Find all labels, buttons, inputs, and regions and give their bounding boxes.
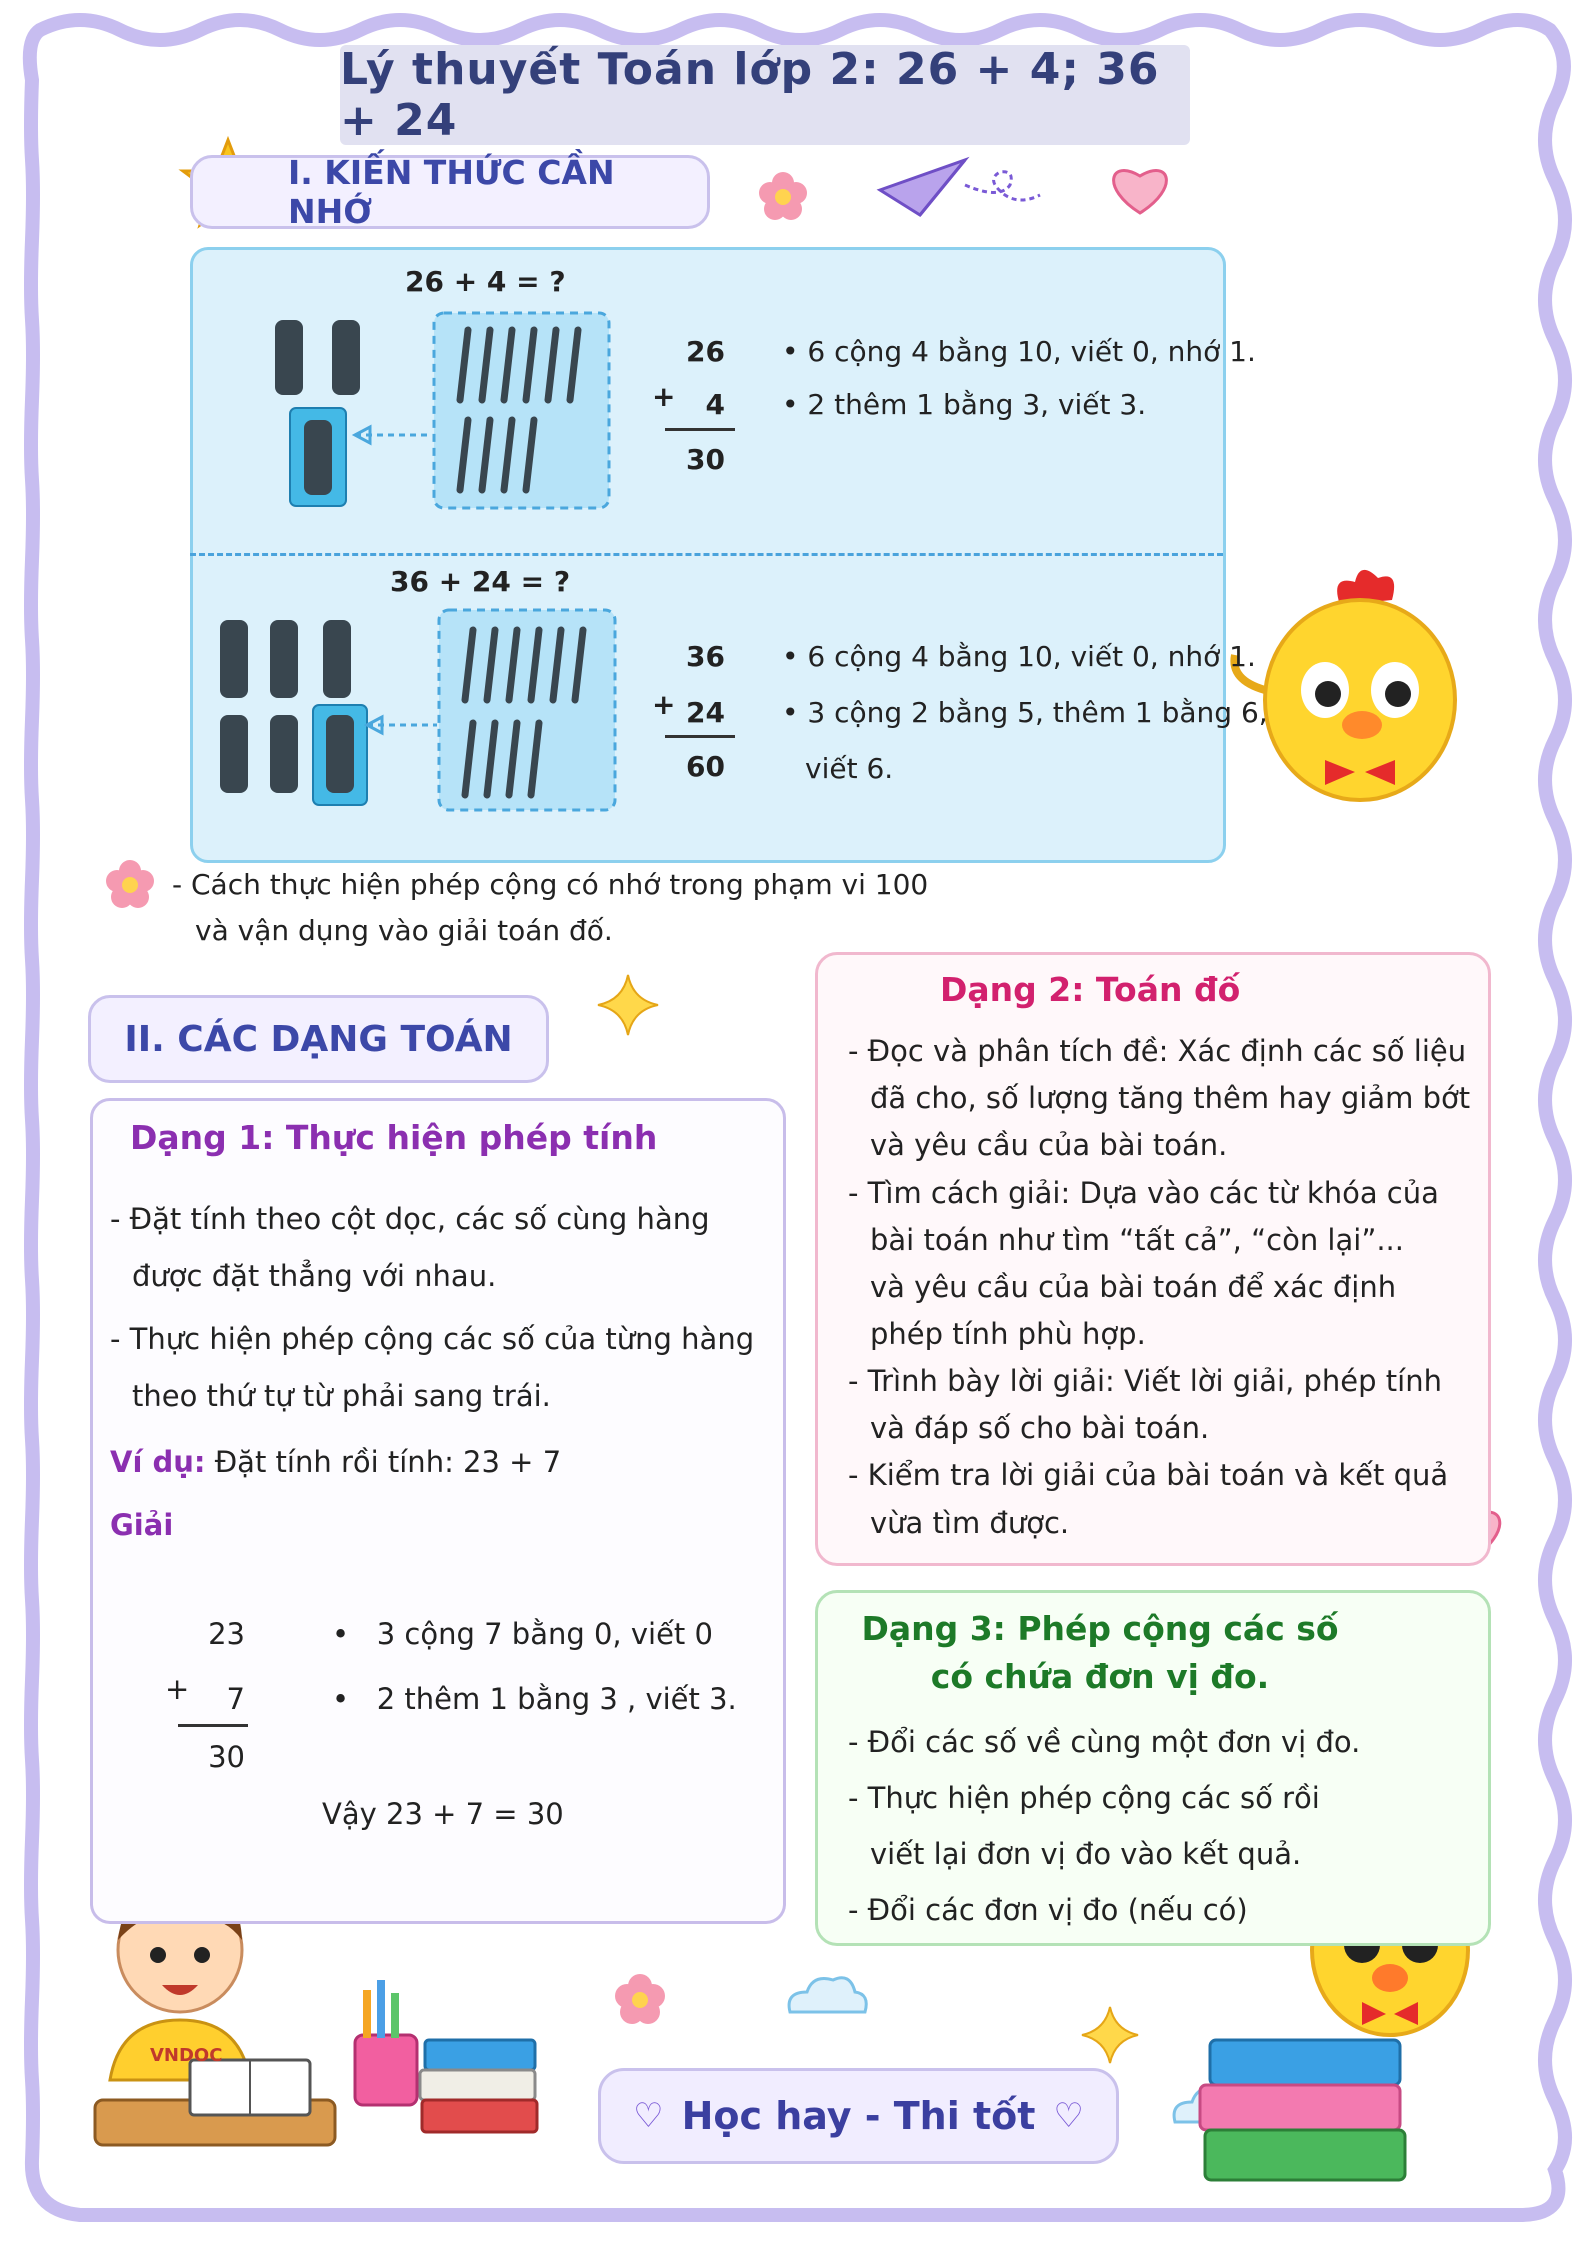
example2-step: • 6 cộng 4 bằng 10, viết 0, nhớ 1. (782, 640, 1256, 673)
calc-bottom: 7 (226, 1682, 245, 1716)
calc-line (178, 1724, 248, 1727)
sparkle-icon (1082, 2007, 1138, 2063)
example2-sticks (205, 605, 625, 820)
type2-line: - Đọc và phân tích đề: Xác định các số liệu (848, 1034, 1467, 1068)
example2-equation: 36 + 24 = ? (390, 565, 571, 598)
type2-line: - Tìm cách giải: Dựa vào các từ khóa của (848, 1176, 1439, 1210)
example1-line (665, 428, 735, 431)
example2-result: 60 (686, 750, 725, 783)
type1-line: - Đặt tính theo cột dọc, các số cùng hàng (110, 1202, 710, 1236)
type3-line: - Đổi các đơn vị đo (nếu có) (848, 1893, 1248, 1927)
flower-icon (106, 860, 154, 908)
type3-heading (815, 1605, 1385, 1701)
example1-bottom: 4 (705, 388, 725, 421)
example2-step: • 3 cộng 2 bằng 5, thêm 1 bằng 6, (782, 696, 1268, 729)
type1-line: theo thứ tự từ phải sang trái. (132, 1379, 551, 1413)
type2-line: và yêu cầu của bài toán để xác định (870, 1270, 1397, 1304)
heart-icon: ♡ (633, 2096, 664, 2136)
example1-equation: 26 + 4 = ? (405, 265, 566, 298)
example1-step: • 6 cộng 4 bằng 10, viết 0, nhớ 1. (782, 335, 1256, 368)
example1-result: 30 (686, 443, 725, 476)
example1-operator: + (652, 380, 676, 413)
paper-plane-icon (880, 160, 1040, 215)
type3-line: - Đổi các số về cùng một đơn vị đo. (848, 1725, 1361, 1759)
example2-top: 36 (686, 640, 725, 673)
type2-line: và đáp số cho bài toán. (870, 1411, 1210, 1445)
type1-line: được đặt thẳng với nhau. (132, 1259, 497, 1293)
type2-line: đã cho, số lượng tăng thêm hay giảm bớt (870, 1081, 1471, 1115)
shirt-text: VNDOC (150, 2045, 223, 2066)
type2-line: phép tính phù hợp. (870, 1317, 1146, 1351)
section2-heading: II. CÁC DẠNG TOÁN (88, 995, 549, 1083)
calc-result: 30 (208, 1740, 245, 1774)
footer-slogan (598, 2068, 1119, 2164)
calc-top: 23 (208, 1617, 245, 1651)
example-divider (190, 553, 1223, 556)
example1-step: • 2 thêm 1 bằng 3, viết 3. (782, 388, 1147, 421)
flower-icon (615, 1974, 665, 2024)
page-title: Lý thuyết Toán lớp 2: 26 + 4; 36 + 24 (340, 45, 1190, 145)
books-icon (1200, 2040, 1405, 2180)
example-text: Đặt tính rồi tính: 23 + 7 (214, 1445, 562, 1479)
example2-operator: + (652, 688, 676, 721)
example1-top: 26 (686, 335, 725, 368)
example1-sticks (260, 305, 620, 515)
note-line: và vận dụng vào giải toán đố. (195, 914, 613, 947)
calc-step: • 3 cộng 7 bằng 0, viết 0 (332, 1617, 713, 1651)
example2-line (665, 735, 735, 738)
example2-step: viết 6. (805, 752, 894, 785)
slogan-text: Học hay - Thi tốt (681, 2094, 1036, 2138)
type2-line: - Kiểm tra lời giải của bài toán và kết quả (848, 1458, 1449, 1492)
example2-bottom: 24 (686, 696, 725, 729)
pencil-cup-icon (355, 1980, 417, 2105)
type3-heading-line: Dạng 3: Phép cộng các số (861, 1609, 1339, 1648)
books-icon (420, 2040, 537, 2132)
type3-line: viết lại đơn vị đo vào kết quả. (870, 1837, 1302, 1871)
type3-line: - Thực hiện phép cộng các số rồi (848, 1781, 1320, 1815)
type1-line: - Thực hiện phép cộng các số của từng hàng (110, 1322, 755, 1356)
type1-example (110, 1438, 561, 1486)
bundle-of-ten-icon (220, 620, 367, 805)
heart-icon: ♡ (1053, 2096, 1084, 2136)
type1-heading: Dạng 1: Thực hiện phép tính (130, 1118, 658, 1157)
chick-mascot (1234, 570, 1455, 800)
note-line: - Cách thực hiện phép cộng có nhớ trong phạm vi 100 (172, 868, 929, 901)
type3-heading-line: có chứa đơn vị đo. (930, 1657, 1270, 1696)
type2-line: vừa tìm được. (870, 1506, 1070, 1540)
solution-label: Giải (110, 1508, 174, 1542)
type2-line: - Trình bày lời giải: Viết lời giải, phép tính (848, 1364, 1442, 1398)
type2-heading: Dạng 2: Toán đố (940, 970, 1241, 1009)
calc-step: • 2 thêm 1 bằng 3 , viết 3. (332, 1682, 737, 1716)
sparkle-icon (598, 975, 658, 1035)
cloud-icon (789, 1978, 866, 2012)
type2-line: và yêu cầu của bài toán. (870, 1128, 1228, 1162)
flower-icon (759, 172, 807, 220)
calc-operator: + (165, 1672, 190, 1706)
example-label: Ví dụ: (110, 1445, 206, 1479)
calc-conclusion: Vậy 23 + 7 = 30 (322, 1797, 564, 1831)
heart-icon (1114, 171, 1167, 213)
section1-heading: I. KIẾN THỨC CẦN NHỚ (190, 155, 710, 229)
type2-line: bài toán như tìm “tất cả”, “còn lại”... (870, 1223, 1404, 1257)
bundle-of-ten-icon (275, 320, 360, 506)
